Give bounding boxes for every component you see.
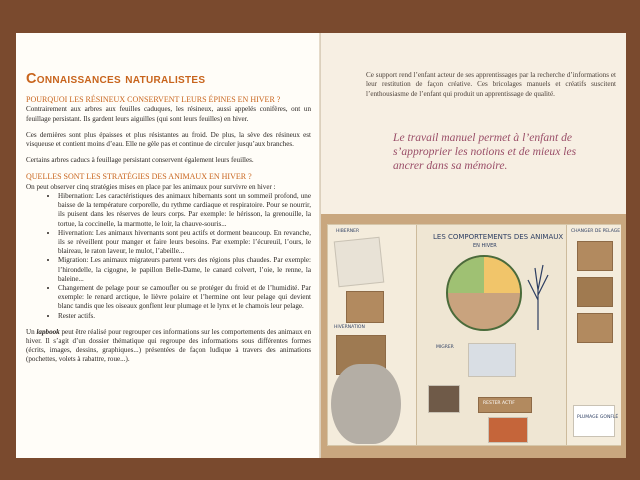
plumage-card — [573, 405, 619, 437]
text-span: Un — [26, 327, 37, 336]
list-item: • Hivernation: Les animaux hivernants sont peu actifs et dorment beaucoup. En revanche, ils se réveillent pour manger et faire leurs besoins. Par exemple: l’écureuil, l’ours, le blaireau, le raton laveur, le mulot, l’abeille... — [58, 229, 311, 257]
hibernation-card — [334, 237, 385, 288]
season-wheel — [446, 255, 522, 331]
label-rester-actif: RESTER ACTIF — [483, 401, 515, 406]
rester-actif-pocket — [478, 397, 532, 413]
intro-paragraph: Ce support rend l’enfant acteur de ses apprentissages par la recherche d’informations et leur restitution de façon créative. Ces bricolages manuels et créatifs suscitent l’enthousiasme de l’enfant qui produit un apprentissage de qualité. — [366, 71, 616, 98]
list-item: • Rester actifs. — [58, 312, 311, 321]
label-plumage: PLUMAGE GONFLÉ — [577, 415, 619, 420]
pull-quote: Le travail manuel permet à l’enfant de s’approprier les notions et de mieux les ancrer dans sa mémoire. — [393, 131, 577, 172]
left-page — [16, 33, 321, 458]
right-page — [321, 33, 626, 458]
pocket — [346, 291, 384, 323]
section-heading-resineux: POURQUOI LES RÉSINEUX CONSERVENT LEURS ÉPINES EN HIVER ? — [26, 95, 281, 104]
strategies-list — [26, 192, 311, 321]
paragraph: On peut observer cinq stratégies mises en place par les animaux pour survivre en hiver : — [26, 182, 276, 191]
migration-photo-card — [468, 343, 516, 377]
wooden-plate — [331, 364, 401, 444]
label-hivernation: HIVERNATION — [334, 325, 365, 330]
lapbook-title: LES COMPORTEMENTS DES ANIMAUX — [433, 233, 564, 241]
right-flap — [566, 225, 621, 445]
paragraph: Contrairement aux arbres aux feuilles caduques, les résineux, aussi appelés conifères, ont un feuillage persistant. Ils gardent leurs aiguilles (qui sont leurs feuilles) en hiver. — [26, 105, 311, 123]
lapbook-subtitle: EN HIVER — [473, 243, 497, 249]
left-page-content — [26, 95, 311, 372]
page-title: Connaissances naturalistes — [26, 71, 206, 87]
pocket — [577, 241, 613, 271]
list-item: • Migration: Les animaux migrateurs partent vers des régions plus chaudes. Par exemple: l’hirondelle, la cigogne, le papillon Belle-Dame, le canard colvert, l’oie, le renne, la baleine... — [58, 256, 311, 284]
book-spread — [16, 33, 626, 458]
list-item: • Hibernation: Les caractéristiques des animaux hibernants sont un sommeil profond, une baisse de la température corporelle, du rythme cardiaque et respiratoire. Pour se nourrir, ils puisent dans les réserves de leurs corps. Par exemple: le hérisson, la grenouille, la tortue, la coccinelle, la marmotte, le loir, la chauve-souris... — [58, 192, 311, 229]
lapbook-term: lapbook — [36, 327, 60, 336]
animal-photo-card — [428, 385, 460, 413]
tree-drawing — [523, 260, 553, 330]
paragraph: Ces dernières sont plus épaisses et plus résistantes au froid. De plus, la sève des résineux est visqueuse et contient moins d’eau. Elle ne gèle pas et continue de circuler jusqu’aux branches. — [26, 130, 311, 149]
wheel-segment — [484, 257, 520, 293]
pocket — [577, 313, 613, 343]
lapbook-paragraph — [26, 328, 311, 365]
wheel-segment — [448, 257, 484, 293]
label-changer-pelage: CHANGER DE PELAGE — [571, 229, 621, 234]
label-migrer: MIGRER — [436, 345, 454, 350]
lapbook-photo — [321, 214, 626, 458]
text-span: peut être réalisé pour regrouper ces informations sur les comportements des animaux en hiver. Il s’agit d’un dossier thématique qui regroupe des informations sous différentes formes (écrits, images, dessins, graphiques...) présentées de façon ludique à travers des animations (pochettes, volets à rabattre, roue...). — [26, 327, 311, 364]
section-heading-animaux: QUELLES SONT LES STRATÉGIES DES ANIMAUX EN HIVER ? — [26, 172, 252, 182]
list-item: • Changement de pelage pour se camoufler ou se protéger du froid et de l’humidité. Par exemple: le renard arctique, le lièvre polaire et l’hermine ont leur pelage qui devient blanc tandis que les oiseaux gonflent leur plumage et le lynx et le chamois leur pelage. — [58, 284, 311, 312]
pocket — [577, 277, 613, 307]
label-hiberner: HIBERNER — [336, 229, 360, 234]
paragraph: Certains arbres caducs à feuillage persistant conservent également leurs feuilles. — [26, 156, 254, 165]
fox-photo-card — [488, 417, 528, 443]
